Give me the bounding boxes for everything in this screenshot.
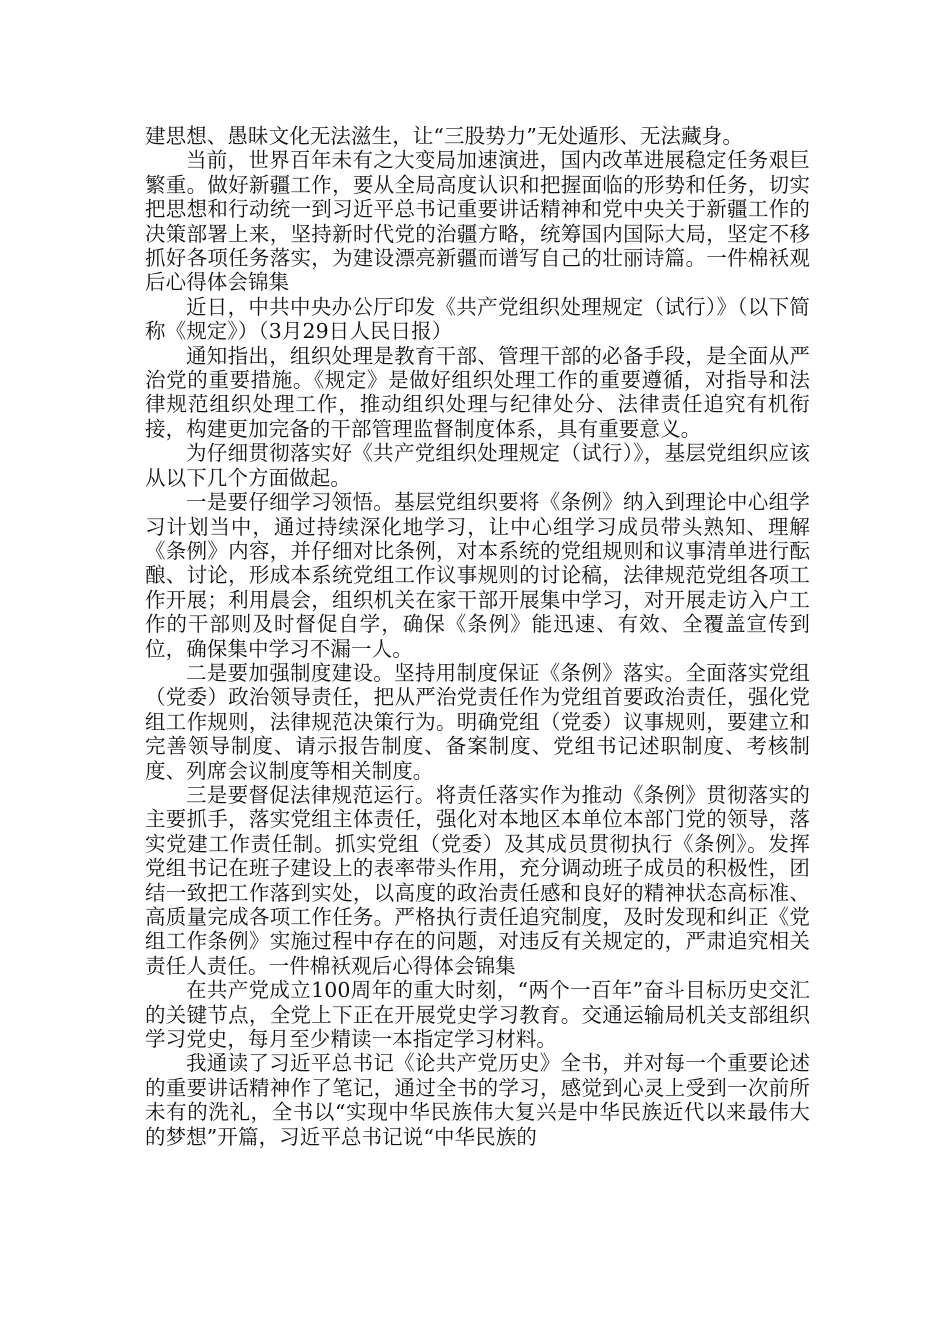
paragraph-10: 我通读了习近平总书记《论共产党历史》全书，并对每一个重要论述的重要讲话精神作了笔记，通过全书的学习，感觉到心灵上受到一次前所未有的洗礼，全书以“实现中华民族伟大复兴是中华民族近代以来最伟大的梦想”开篇，习近平总书记说“中华民族的 — [145, 1051, 810, 1149]
paragraph-9: 在共产党成立100周年的重大时刻，“两个一百年”奋斗目标历史交汇的关键节点，全党上下正在开展党史学习教育。交通运输局机关支部组织学习党史，每月至少精读一本指定学习材料。 — [145, 978, 810, 1052]
paragraph-4: 通知指出，组织处理是教育干部、管理干部的必备手段，是全面从严治党的重要措施。《规定》是做好组织处理工作的重要遵循，对指导和法律规范组织处理工作，推动组织处理与纪律处分、法律责任追究有机衔接，构建更加完备的干部管理监督制度体系，具有重要意义。 — [145, 343, 810, 441]
paragraph-1: 建思想、愚昧文化无法滋生，让“三股势力”无处遁形、无法藏身。 — [145, 124, 743, 148]
document-body — [145, 124, 810, 1149]
paragraph-8: 三是要督促法律规范运行。将责任落实作为推动《条例》贯彻落实的主要抓手，落实党组主体责任，强化对本地区本单位本部门党的领导，落实党建工作责任制。抓实党组（党委）及其成员贯彻执行《条例》。发挥党组书记在班子建设上的表率带头作用，充分调动班子成员的积极性，团结一致把工作落到实处，以高度的政治责任感和良好的精神状态高标准、高质量完成各项工作任务。严格执行责任追究制度，及时发现和纠正《党组工作条例》实施过程中存在的问题，对违反有关规定的，严肃追究相关责任人责任。一件棉袄观后心得体会锦集 — [145, 782, 810, 978]
paragraph-6: 一是要仔细学习领悟。基层党组织要将《条例》纳入到理论中心组学习计划当中，通过持续深化地学习，让中心组学习成员带头熟知、理解《条例》内容，并仔细对比条例，对本系统的党组规则和议事清单进行酝酿、讨论，形成本系统党组工作议事规则的讨论稿，法律规范党组各项工作开展；利用晨会，组织机关在家干部开展集中学习，对开展走访入户工作的干部则及时督促自学，确保《条例》能迅速、有效、全覆盖宣传到位，确保集中学习不漏一人。 — [145, 490, 810, 661]
paragraph-2: 当前，世界百年未有之大变局加速演进，国内改革进展稳定任务艰巨繁重。做好新疆工作，要从全局高度认识和把握面临的形势和任务，切实把思想和行动统一到习近平总书记重要讲话精神和党中央关于新疆工作的决策部署上来，坚持新时代党的治疆方略，统筹国内国际大局，坚定不移抓好各项任务落实，为建设漂亮新疆而谱写自己的壮丽诗篇。一件棉袄观后心得体会锦集 — [145, 148, 810, 295]
paragraph-3: 近日，中共中央办公厅印发《共产党组织处理规定（试行）》（以下简称《规定》）（3月29日人民日报） — [145, 294, 810, 344]
paragraph-7: 二是要加强制度建设。坚持用制度保证《条例》落实。全面落实党组（党委）政治领导责任，把从严治党责任作为党组首要政治责任，强化党组工作规则，法律规范决策行为。明确党组（党委）议事规则，要建立和完善领导制度、请示报告制度、备案制度、党组书记述职制度、考核制度、列席会议制度等相关制度。 — [145, 660, 810, 783]
paragraph-5: 为仔细贯彻落实好《共产党组织处理规定（试行）》，基层党组织应该从以下几个方面做起。 — [145, 441, 810, 490]
